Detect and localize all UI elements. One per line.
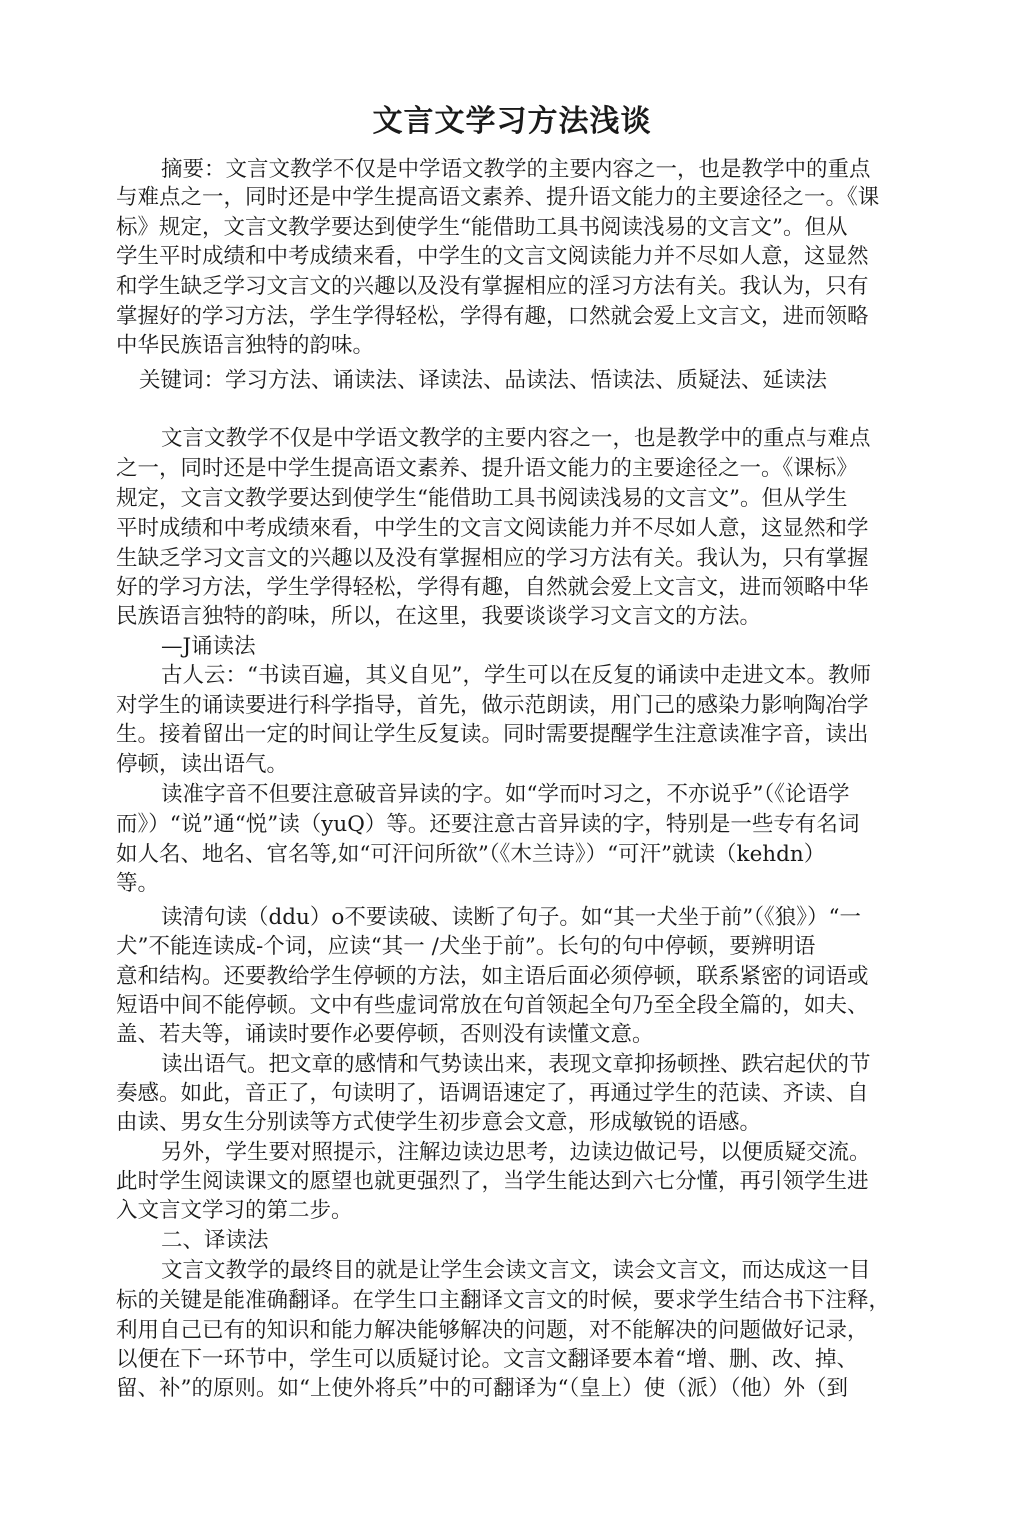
body-line-10: 生。接着留出一定的时间让学生反复读。同时需要提醒学生注意读准字音，读出 — [116, 722, 869, 747]
body-line-4: 平时成绩和中考成绩來看，中学生的文言文阅读能力并不尽如人意，这显然和学 — [116, 516, 869, 541]
abstract-line-3: 标》规定，文言文教学要达到使学生“能借助工具书阅读浅易的文言文”。但从 — [116, 215, 848, 240]
document-title: 文言文学习方法浅谈 — [372, 104, 652, 139]
body-line-14: 如人名、地名、官名等,如“可汗问所欲”（《木兰诗》）“可汗”就读（kehdn） — [116, 842, 826, 867]
body-line-11: 停顿，读出语气。 — [116, 752, 289, 777]
body-line-8: 古人云：“书读百遍，其义自见”，学生可以在反复的诵读中走进文本。教师 — [161, 663, 871, 688]
body-line-3: 规定，文言文教学要达到使学生“能借助工具书阅读浅易的文言文”。但从学生 — [116, 486, 848, 511]
body-line-23: 由读、男女生分别读等方式使学生初步意会文意，形成敏锐的语感。 — [116, 1110, 762, 1135]
body-line-22: 奏感。如此，音正了，句读明了，语调语速定了，再通过学生的范读、齐读、自 — [116, 1081, 869, 1106]
body-line-2: 之一，同时还是中学生提高语文素养、提升语文能力的主要途径之一。《课标》 — [116, 456, 858, 481]
abstract-line-7: 中华民族语言独特的韵味。 — [116, 333, 375, 358]
abstract-line-2: 与难点之一，同时还是中学生提高语文素养、提升语文能力的主要途径之一。《课 — [116, 185, 880, 210]
body-line-6: 好的学习方法，学生学得轻松，学得有趣，自然就会爱上文言文，进而领略中华 — [116, 575, 869, 600]
body-line-21: 读出语气。把文章的感情和气势读出来，表现文章抑扬顿挫、跌宕起伏的节 — [161, 1052, 871, 1077]
body-line-1: 文言文教学不仅是中学语文教学的主要内容之一，也是教学中的重点与难点 — [161, 426, 871, 451]
body-line-7: 民族语言独特的韵味，所以，在这里，我要谈谈学习文言文的方法。 — [116, 604, 762, 629]
keywords-line: 关键词：学习方法、诵读法、译读法、品读法、悟读法、质疑法、延读法 — [139, 368, 828, 393]
body-line-26: 入文言文学习的第二步。 — [116, 1198, 353, 1223]
body-line-24: 另外，学生要对照提示，注解边读边思考，边读边做记号，以便质疑交流。 — [161, 1140, 871, 1165]
body-line-19: 短语中间不能停顿。文中有些虚词常放在句首领起全句乃至全段全篇的，如夫、 — [116, 993, 869, 1018]
body-line-18: 意和结构。还要教给学生停顿的方法，如主语后面必须停顿，联系紧密的词语或 — [116, 964, 869, 989]
body-line-30: 以便在下一环节中，学生可以质疑讨论。文言文翻译要本着“增、删、改、掉、 — [116, 1347, 858, 1372]
body-line-5: 生缺乏学习文言文的兴趣以及没有掌握相应的学习方法有关。我认为，只有掌握 — [116, 546, 869, 571]
body-line-25: 此时学生阅读课文的愿望也就更强烈了，当学生能达到六七分懂，再引领学生进 — [116, 1169, 869, 1194]
body-line-13: 而》）“说”通“悦”读（yuQ）等。还要注意古音异读的字，特别是一些专有名词 — [116, 812, 860, 837]
body-line-15: 等。 — [116, 871, 160, 896]
abstract-line-1: 摘要：文言文教学不仅是中学语文教学的主要内容之一，也是教学中的重点 — [161, 157, 871, 182]
body-line-29: 利用自己已有的知识和能力解决能够解决的问题，对不能解决的问题做好记录， — [116, 1318, 869, 1343]
body-line-16: 读清句读（ddu）o不要读破、读断了句子。如“其一犬坐于前”（《狼》）“一 — [161, 905, 862, 930]
abstract-line-6: 掌握好的学习方法，学生学得轻松，学得有趣，口然就会爱上文言文，进而领略 — [116, 304, 869, 329]
abstract-line-4: 学生平时成绩和中考成绩来看，中学生的文言文阅读能力并不尽如人意，这显然 — [116, 244, 869, 269]
abstract-line-5: 和学生缺乏学习文言文的兴趣以及没有掌握相应的淫习方法有关。我认为，只有 — [116, 274, 869, 299]
body-line-28: 标的关键是能准确翻译。在学生口主翻译文言文的时候，要求学生结合书下注释， — [116, 1288, 891, 1313]
body-line-17: 犬”不能连读成-个词，应读“其一 /犬坐于前”。长句的句中停顿，要辨明语 — [116, 934, 816, 959]
body-line-20: 盖、若夫等，诵读时要作必要停顿，否则没有读懂文意。 — [116, 1022, 654, 1047]
body-line-31: 留、补”的原则。如“上使外将兵”中的可翻译为“（皇上）使（派）（他）外（到 — [116, 1376, 848, 1401]
body-line-12: 读准字音不但要注意破音异读的字。如“学而吋习之，不亦说乎”（《论语学 — [161, 782, 850, 807]
body-line-9: 对学生的诵读要进行科学指导，首先，做示范朗读，用门己的感染力影响陶冶学 — [116, 693, 869, 718]
section-heading-1: —J诵读法 — [161, 634, 256, 659]
section-heading-2: 二、译读法 — [161, 1228, 269, 1253]
body-line-27: 文言文教学的最终目的就是让学生会读文言文，读会文言文，而达成这一目 — [161, 1258, 871, 1283]
